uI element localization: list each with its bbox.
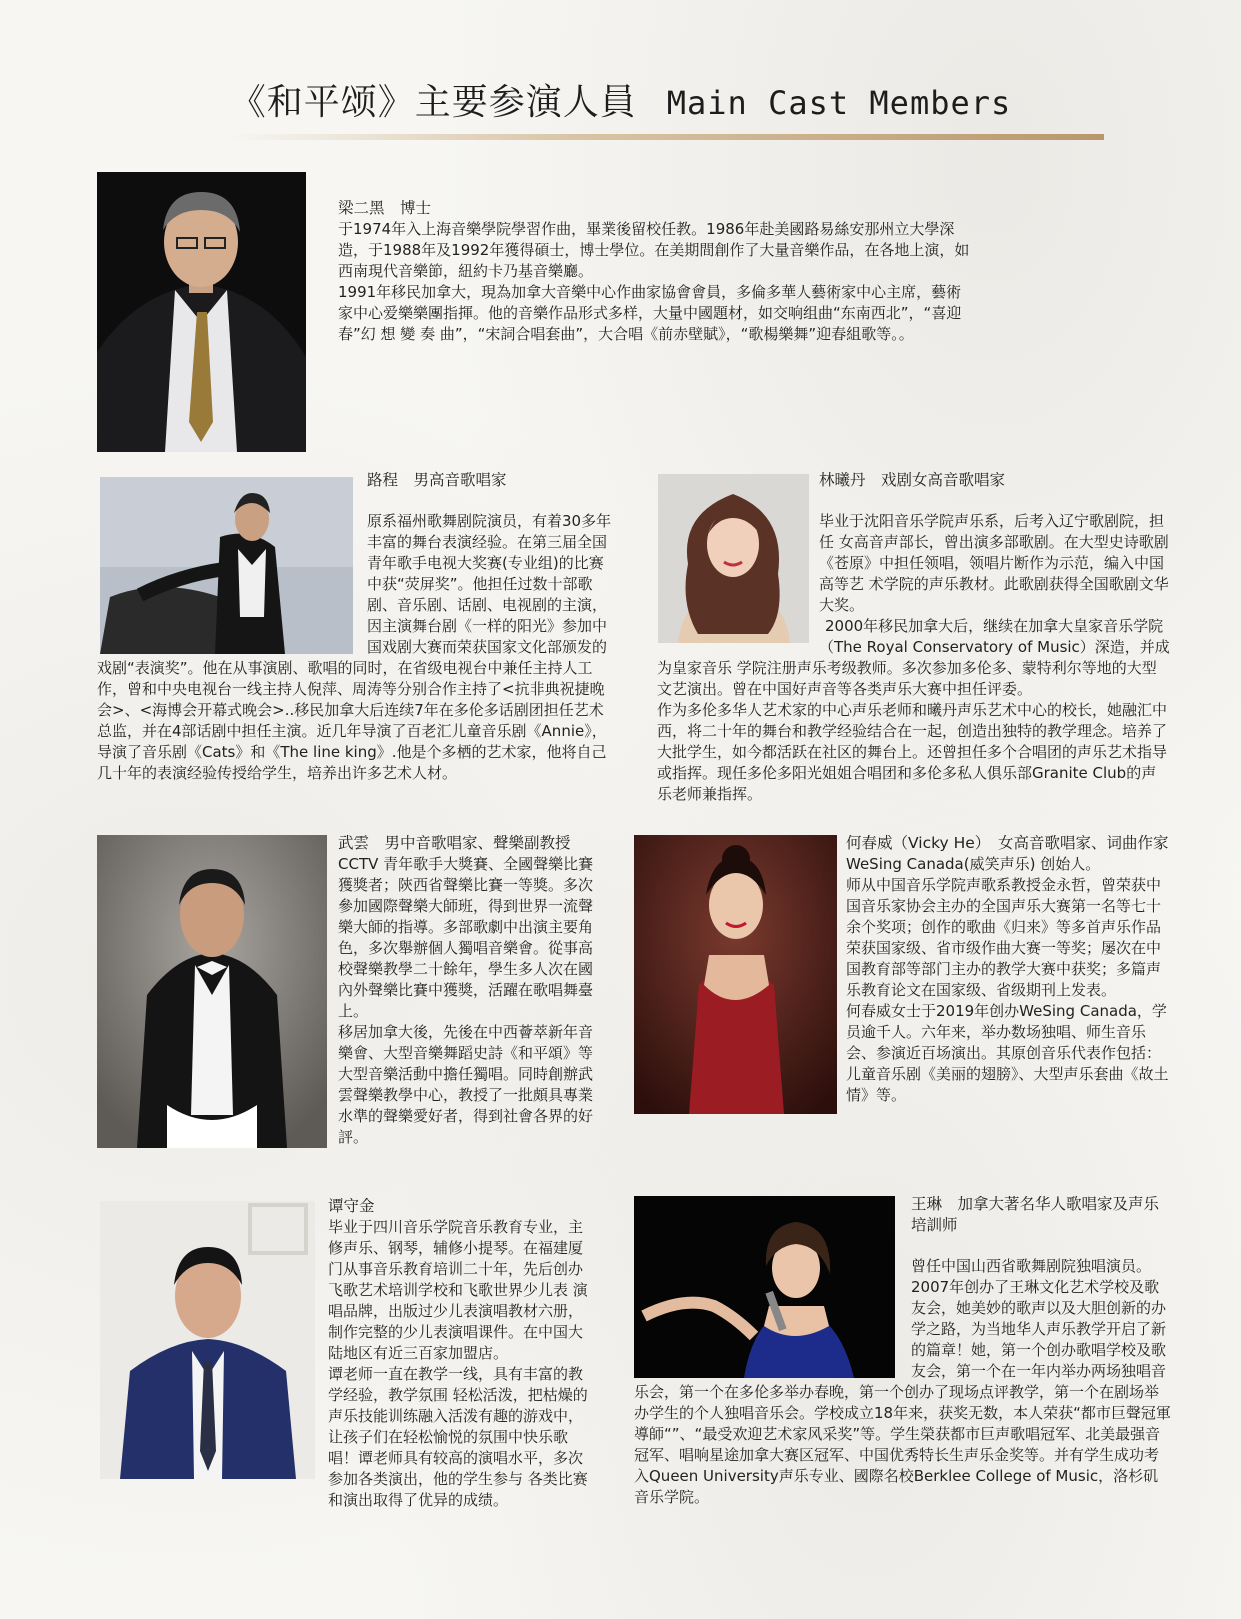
bio-paragraph: 毕业于四川音乐学院音乐教育专业，主修声乐、钢琴，辅修小提琴。在福建厦门从事音乐教育培训二十年，先后创办飞歌艺术培训学校和飞歌世界少儿表 演唱品牌，出版过少儿表演唱教材六册，制作完整的少儿表演唱课件。在中国大陆地区有近三百家加盟店。	[328, 1218, 588, 1362]
bio-lu-text	[97, 511, 612, 784]
title-zh: 《和平颂》主要参演人員	[229, 82, 637, 123]
bio-wu	[338, 833, 596, 1148]
portrait-liang	[97, 172, 306, 452]
bio-paragraph: 谭老师一直在教学一线，具有丰富的教学经验，教学氛围 轻松活泼，把枯燥的声乐技能训练融入活泼有趣的游戏中，让孩子们在轻松愉悦的氛围中快乐歌唱！谭老师具有较高的演唱水平，多次参加各类演出，他的学生参与 各类比赛和演出取得了优异的成绩。	[328, 1365, 588, 1509]
cast-name: 梁二黑 博士	[338, 199, 432, 217]
bio-paragraph	[97, 511, 612, 784]
portrait-tan	[100, 1201, 315, 1479]
bio-tan	[328, 1196, 594, 1511]
cast-name: 王琳 加拿大著名华人歌唱家及声乐培訓师	[911, 1195, 1160, 1234]
bio-wang	[911, 1194, 1171, 1255]
title-divider	[230, 134, 1104, 140]
cast-name: 何春威（Vicky He） 女高音歌唱家、词曲作家	[846, 834, 1169, 852]
cast-name: 武雲 男中音歌唱家、聲樂副教授	[338, 834, 571, 852]
bio-paragraph: 1991年移民加拿大，現為加拿大音樂中心作曲家協會會員，多倫多華人藝術家中心主席，藝術家中心爱樂樂團指揮。他的音樂作品形式多样，大量中國題材，如交响组曲“东南西北”，“喜迎春”幻 想 變 奏 曲”，“宋詞合唱套曲”，大合唱《前赤壁賦》，“歌楊樂舞”迎春組歌等。。	[338, 283, 962, 343]
bio-lu	[367, 470, 612, 491]
bio-text: 原系福州歌舞剧院演员，有着30多年丰富的舞台表演经验。在第三届全国青年歌手电视大奖赛(专业组)的比赛中获“荧屏奖”。他担任过数十部歌剧、音乐剧、话剧、电视剧的主演，因主演舞台剧《一样的阳光》参加中国戏剧大赛而荣获国家文化部颁发的戏剧“表演奖”。他在从事演剧、歌唱的同时，在省级电视台中兼任主持人工作，曾和中央电视台一线主持人倪萍、周涛等分别合作主持了<抗非典祝捷晚会>、<海博会开幕式晚会>..移民加拿大后连续7年在多伦多话剧团担任艺术总监，并在4部话剧中担任主演。近几年导演了百老汇儿童音乐剧《Annie》，导演了音乐剧《Cats》和《The line king》.他是个多栖的艺术家，他将自己几十年的表演经验传授给学生，培养出许多艺术人材。	[97, 512, 612, 782]
bio-paragraph: 于1974年入上海音樂學院學習作曲，畢業後留校任教。1986年赴美國路易絲安那州立大學深造，于1988年及1992年獲得碩士，博士學位。在美期間創作了大量音樂作品，在各地上演，如西南現代音樂節，紐約卡乃基音樂廳。	[338, 220, 970, 280]
bio-paragraph: 移居加拿大後，先後在中西薈萃新年音樂會、大型音樂舞蹈史詩《和平頌》等大型音樂活動中擔任獨唱。同時創辦武雲聲樂教學中心，教授了一批頗具專業水準的聲樂愛好者，得到社會各界的好評。	[338, 1023, 594, 1146]
bio-paragraph: 作为多伦多华人艺术家的中心声乐老师和曦丹声乐艺术中心的校长，她融汇中西，将二十年的舞台和教学经验结合在一起，创造出独特的教学理念。培养了大批学生，如今都活跃在社区的舞台上。还曾担任多个合唱团的声乐艺术指导或指挥。现任多伦多阳光姐姐合唱团和多伦多私人俱乐部Granite Club的声乐老师兼指挥。	[657, 701, 1168, 803]
bio-paragraph: 曾任中国山西省歌舞剧院独唱演员。2007年创办了王琳文化艺术学校及歌友会，她美妙的歌声以及大胆创新的办学之路，为当地华人声乐教学开启了新的篇章！她，第一个创办歌唱学校及歌友会，第一个在一年内举办两场独唱音乐会，第一个在多伦多举办春晚，第一个创办了现场点评教学，第一个在剧场举办学生的个人独唱音乐会。学校成立18年来，获奖无数，本人荣获“都市巨聲冠軍導師“”、“最受欢迎艺术家风采奖”等。学生榮获都市巨声歌唱冠军、北美最强音冠军、唱响星途加拿大赛区冠军、中国优秀特长生声乐金奖等。并有学生成功考入Queen University声乐专业、國際名校Berklee College of Music，洛杉矶音乐学院。	[634, 1257, 1171, 1506]
bio-paragraph: WeSing Canada(威笑声乐) 创始人。	[846, 855, 1101, 873]
portrait-wu	[97, 835, 327, 1148]
bio-he	[846, 833, 1171, 1106]
bio-paragraph: 师从中国音乐学院声歌系教授金永哲，曾荣获中国音乐家协会主办的全国声乐大赛第一名等七十余个奖项；创作的歌曲《归来》等多首声乐作品荣获国家级、省市级作曲大赛一等奖；屡次在中国教育部等部门主办的教学大赛中获奖；多篇声乐教育论文在国家级、省级期刊上发表。	[846, 876, 1162, 999]
bio-lin	[819, 470, 1171, 491]
bio-paragraph: CCTV 青年歌手大獎賽、全國聲樂比賽獲獎者；陝西省聲樂比賽一等獎。多次參加國際聲樂大師班，得到世界一流聲樂大師的指導。多部歌劇中出演主要角色，多次舉辦個人獨唱音樂會。從事高校聲樂教學二十餘年，學生多人次在國內外聲樂比賽中獲獎，活躍在歌唱舞臺上。	[338, 855, 594, 1020]
bio-liang	[338, 198, 970, 345]
bio-paragraph: 毕业于沈阳音乐学院声乐系，后考入辽宁歌剧院，担任 女高音声部长，曾出演多部歌剧。在大型史诗歌剧《苍原》中担任领唱，领唱片断作为示范，编入中国高等艺 术学院的声乐教材。此歌剧获得全国歌剧文华大奖。	[819, 512, 1169, 614]
bio-paragraph: 2000年移民加拿大后，继续在加拿大皇家音乐学院（The Royal Conservatory of Music）深造，并成为皇家音乐 学院注册声乐考级教师。多次参加多伦多、蒙特利尔等地的大型文艺演出。曾在中国好声音等各类声乐大赛中担任评委。	[657, 617, 1170, 698]
cast-name: 谭守金	[328, 1197, 375, 1215]
bio-wang-text	[634, 1256, 1171, 1508]
page-title	[0, 74, 1241, 125]
cast-name: 林曦丹 戏剧女高音歌唱家	[819, 471, 1006, 489]
bio-lin-text	[657, 511, 1171, 805]
bio-paragraph: 何春威女士于2019年创办WeSing Canada，学员逾千人。六年来，举办数场独唱、师生音乐会、参演近百场演出。其原创音乐代表作包括：儿童音乐剧《美丽的翅膀》、大型声乐套曲《故土情》等。	[846, 1002, 1169, 1104]
cast-name: 路程 男高音歌唱家	[367, 471, 507, 489]
title-en: Main Cast Members	[666, 84, 1012, 122]
portrait-he	[634, 835, 837, 1114]
